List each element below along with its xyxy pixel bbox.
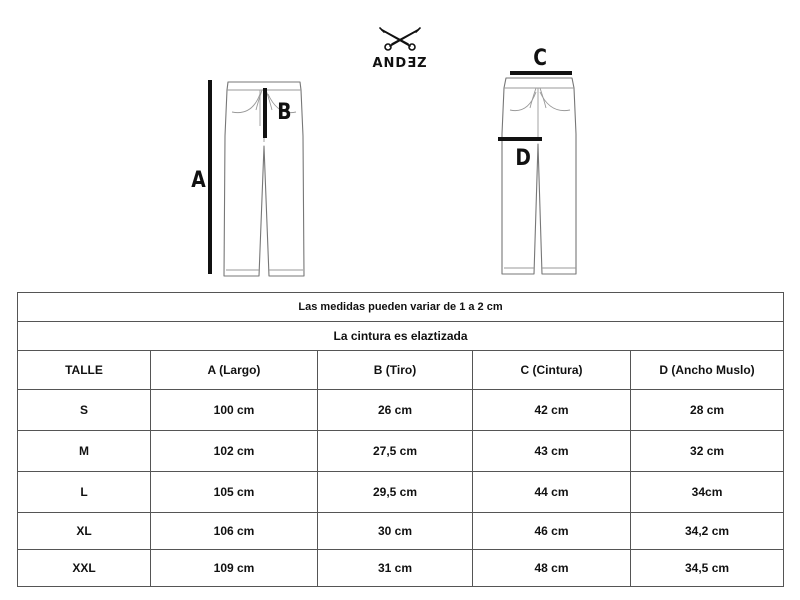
header-ancho-muslo: D (Ancho Muslo): [631, 351, 784, 390]
size-chart-table: [17, 292, 784, 587]
largo-cell: 109 cm: [151, 550, 318, 587]
ancho-muslo-cell: 34,5 cm: [631, 550, 784, 587]
thigh-dimension-bar: [498, 137, 542, 141]
cintura-cell: 44 cm: [473, 472, 631, 513]
tiro-cell: 30 cm: [318, 513, 473, 550]
header-cintura: C (Cintura): [473, 351, 631, 390]
size-cell: M: [18, 431, 151, 472]
pants-back-view: [498, 74, 580, 278]
cintura-cell: 48 cm: [473, 550, 631, 587]
ancho-muslo-cell: 34,2 cm: [631, 513, 784, 550]
largo-cell: 105 cm: [151, 472, 318, 513]
waist-dimension-bar: [510, 71, 572, 75]
largo-cell: 106 cm: [151, 513, 318, 550]
table-row: [18, 472, 784, 513]
table-header-row: [18, 351, 784, 390]
size-cell: S: [18, 390, 151, 431]
table-row: [18, 513, 784, 550]
rise-dimension-bar: [263, 88, 267, 138]
table-row: [18, 550, 784, 587]
label-a: A: [191, 168, 206, 193]
largo-cell: 100 cm: [151, 390, 318, 431]
variation-note: Las medidas pueden variar de 1 a 2 cm: [18, 293, 784, 322]
label-b: B: [277, 100, 292, 125]
cintura-cell: 46 cm: [473, 513, 631, 550]
header-largo: A (Largo): [151, 351, 318, 390]
brand-name: ANDƎZ: [372, 56, 428, 71]
variation-note-row: [18, 293, 784, 322]
label-c: C: [533, 46, 547, 71]
size-cell: XL: [18, 513, 151, 550]
ancho-muslo-cell: 34cm: [631, 472, 784, 513]
size-diagram: [0, 0, 800, 292]
size-cell: XXL: [18, 550, 151, 587]
cintura-cell: 42 cm: [473, 390, 631, 431]
table-row: [18, 431, 784, 472]
ancho-muslo-cell: 32 cm: [631, 431, 784, 472]
cintura-cell: 43 cm: [473, 431, 631, 472]
tiro-cell: 26 cm: [318, 390, 473, 431]
crossed-safety-pins-icon: [378, 26, 422, 52]
tiro-cell: 27,5 cm: [318, 431, 473, 472]
tiro-cell: 29,5 cm: [318, 472, 473, 513]
waist-note: La cintura es elaztizada: [18, 322, 784, 351]
header-tiro: B (Tiro): [318, 351, 473, 390]
ancho-muslo-cell: 28 cm: [631, 390, 784, 431]
label-d: D: [515, 146, 531, 171]
tiro-cell: 31 cm: [318, 550, 473, 587]
size-cell: L: [18, 472, 151, 513]
waist-note-row: [18, 322, 784, 351]
length-dimension-bar: [208, 80, 212, 274]
largo-cell: 102 cm: [151, 431, 318, 472]
header-talle: TALLE: [18, 351, 151, 390]
table-row: [18, 390, 784, 431]
